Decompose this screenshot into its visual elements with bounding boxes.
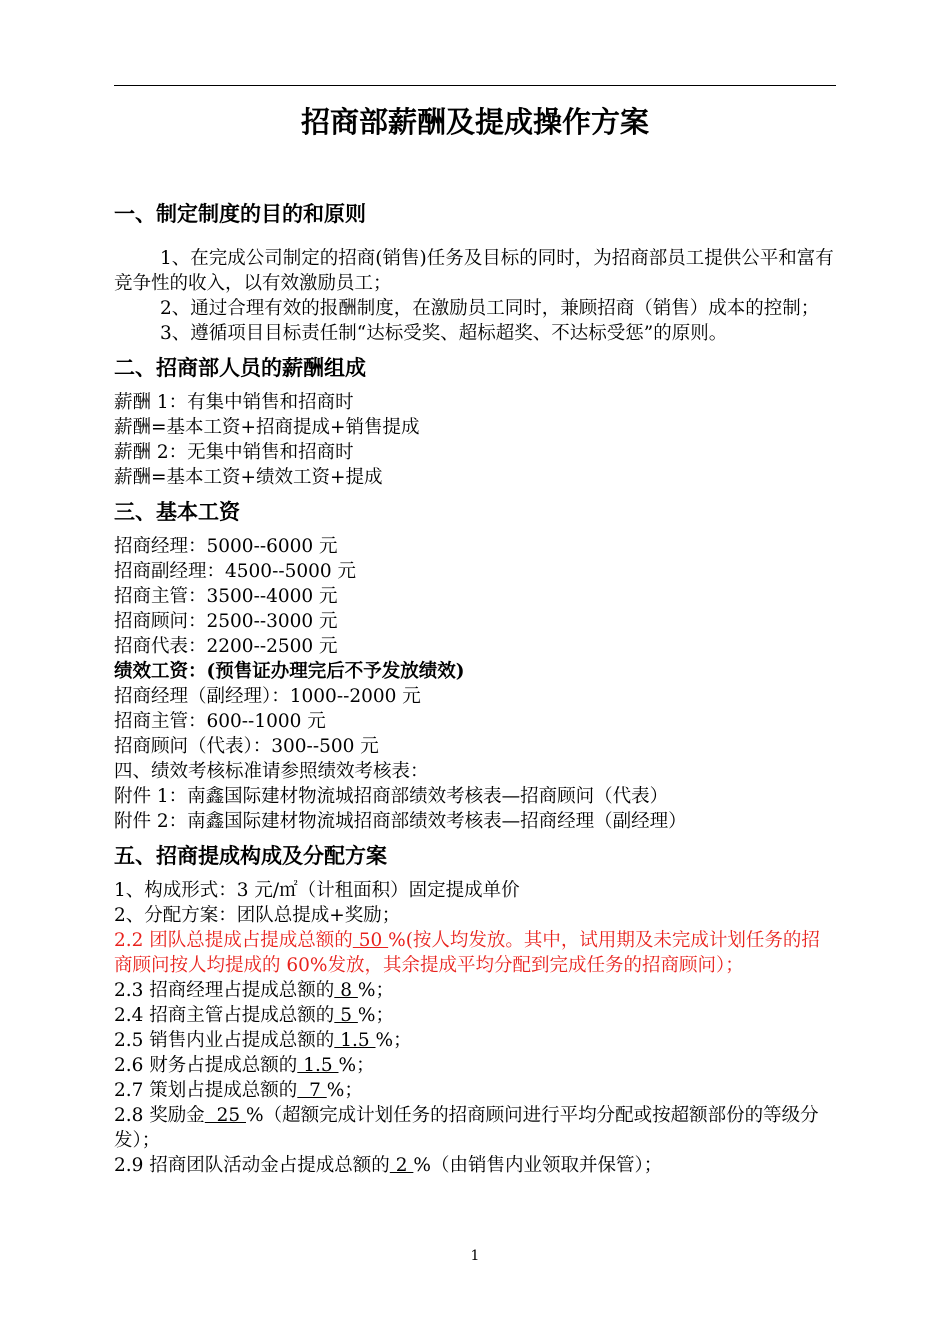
allocation-value: 7: [297, 1080, 327, 1101]
allocation-value: 8: [334, 980, 358, 1001]
document-body: [114, 200, 838, 1178]
header-rule: [114, 85, 836, 86]
base-salary-line: 招商顾问：2500--3000 元: [114, 611, 338, 632]
section-1-para-2: 2、通过合理有效的报酬制度，在激励员工同时，兼顾招商（销售）成本的控制；: [160, 298, 820, 319]
allocation-suffix: %；: [357, 1005, 394, 1026]
allocation-line: [114, 1103, 838, 1153]
allocation-label: 2.4 招商主管占提成总额的: [114, 1005, 335, 1026]
allocation-label: 2.6 财务占提成总额的: [114, 1055, 298, 1076]
performance-pay-heading: 绩效工资：(预售证办理完后不予发放绩效): [114, 661, 465, 682]
allocation-line: [114, 1078, 838, 1103]
team-commission-prefix: 2.2 团队总提成占提成总额的: [114, 930, 353, 951]
section-5-heading: 五、招商提成构成及分配方案: [114, 844, 387, 868]
allocation-suffix: %（超额完成计划任务的招商顾问进行平均分配或按超额部份的等级分发）；: [114, 1105, 819, 1151]
document-title: 招商部薪酬及提成操作方案: [300, 105, 649, 139]
base-salary-line: 招商副经理：4500--5000 元: [114, 561, 357, 582]
allocation-value: 25: [204, 1105, 246, 1126]
allocation-label: 2.8 奖励金: [114, 1105, 205, 1126]
base-salary-line: 招商代表：2200--2500 元: [114, 636, 338, 657]
base-salary-line: 招商经理：5000--6000 元: [114, 536, 338, 557]
allocation-value: 1.5: [297, 1055, 339, 1076]
attachment-line: 附件 1：南鑫国际建材物流城招商部绩效考核表—招商顾问（代表）: [114, 786, 669, 807]
section-1-para-3: 3、遵循项目目标责任制“达标受奖、超标超奖、不达标受惩”的原则。: [160, 323, 728, 344]
allocation-line: [114, 978, 838, 1003]
allocation-line: [114, 1003, 838, 1028]
allocation-suffix: %；: [357, 980, 394, 1001]
allocation-line: [114, 1053, 838, 1078]
allocation-label: 2.9 招商团队活动金占提成总额的: [114, 1155, 390, 1176]
allocation-line: [114, 1153, 838, 1178]
performance-pay-line: 招商主管：600--1000 元: [114, 711, 326, 732]
attachment-line: 附件 2：南鑫国际建材物流城招商部绩效考核表—招商经理（副经理）: [114, 811, 687, 832]
salary-line: 薪酬 2：无集中销售和招商时: [114, 442, 354, 463]
performance-pay-line: 招商经理（副经理）：1000--2000 元: [114, 686, 421, 707]
distribution-plan-line: 2、分配方案：团队总提成+奖励；: [114, 905, 401, 926]
allocation-value: 2: [389, 1155, 414, 1176]
salary-line: 薪酬 1：有集中销售和招商时: [114, 392, 354, 413]
salary-line: 薪酬=基本工资+招商提成+销售提成: [114, 417, 420, 438]
allocation-line: [114, 1028, 838, 1053]
commission-form-line: 1、构成形式：3 元/㎡（计租面积）固定提成单价: [114, 880, 520, 901]
salary-line: 薪酬=基本工资+绩效工资+提成: [114, 467, 383, 488]
allocation-suffix: %；: [326, 1080, 363, 1101]
performance-pay-line: 招商顾问（代表）：300--500 元: [114, 736, 379, 757]
allocation-suffix: %；: [375, 1030, 412, 1051]
team-commission-value: 50: [352, 930, 389, 951]
allocation-value: 1.5: [334, 1030, 376, 1051]
base-salary-line: 招商主管：3500--4000 元: [114, 586, 338, 607]
allocation-label: 2.5 销售内业占提成总额的: [114, 1030, 335, 1051]
section-4-line: 四、绩效考核标准请参照绩效考核表：: [114, 761, 429, 782]
section-1-heading: 一、制定制度的目的和原则: [114, 202, 366, 226]
section-2-heading: 二、招商部人员的薪酬组成: [114, 356, 366, 380]
allocation-label: 2.3 招商经理占提成总额的: [114, 980, 335, 1001]
section-1-para-1: 1、在完成公司制定的招商(销售)任务及目标的同时，为招商部员工提供公平和富有竞争性的收入，以有效激励员工；: [114, 248, 834, 294]
section-3-heading: 三、基本工资: [114, 500, 240, 524]
team-commission-suffix: %(按人均发放。其中，试用期及未完成计划任务的招商顾问按人均提成的 60%发放，其余提成平均分配到完成任务的招商顾问）；: [114, 930, 820, 976]
team-commission-line: [114, 928, 838, 978]
allocation-value: 5: [334, 1005, 358, 1026]
allocation-label: 2.7 策划占提成总额的: [114, 1080, 298, 1101]
allocation-suffix: %；: [338, 1055, 375, 1076]
page-number: 1: [470, 1248, 480, 1264]
allocation-suffix: %（由销售内业领取并保管）；: [413, 1155, 663, 1176]
